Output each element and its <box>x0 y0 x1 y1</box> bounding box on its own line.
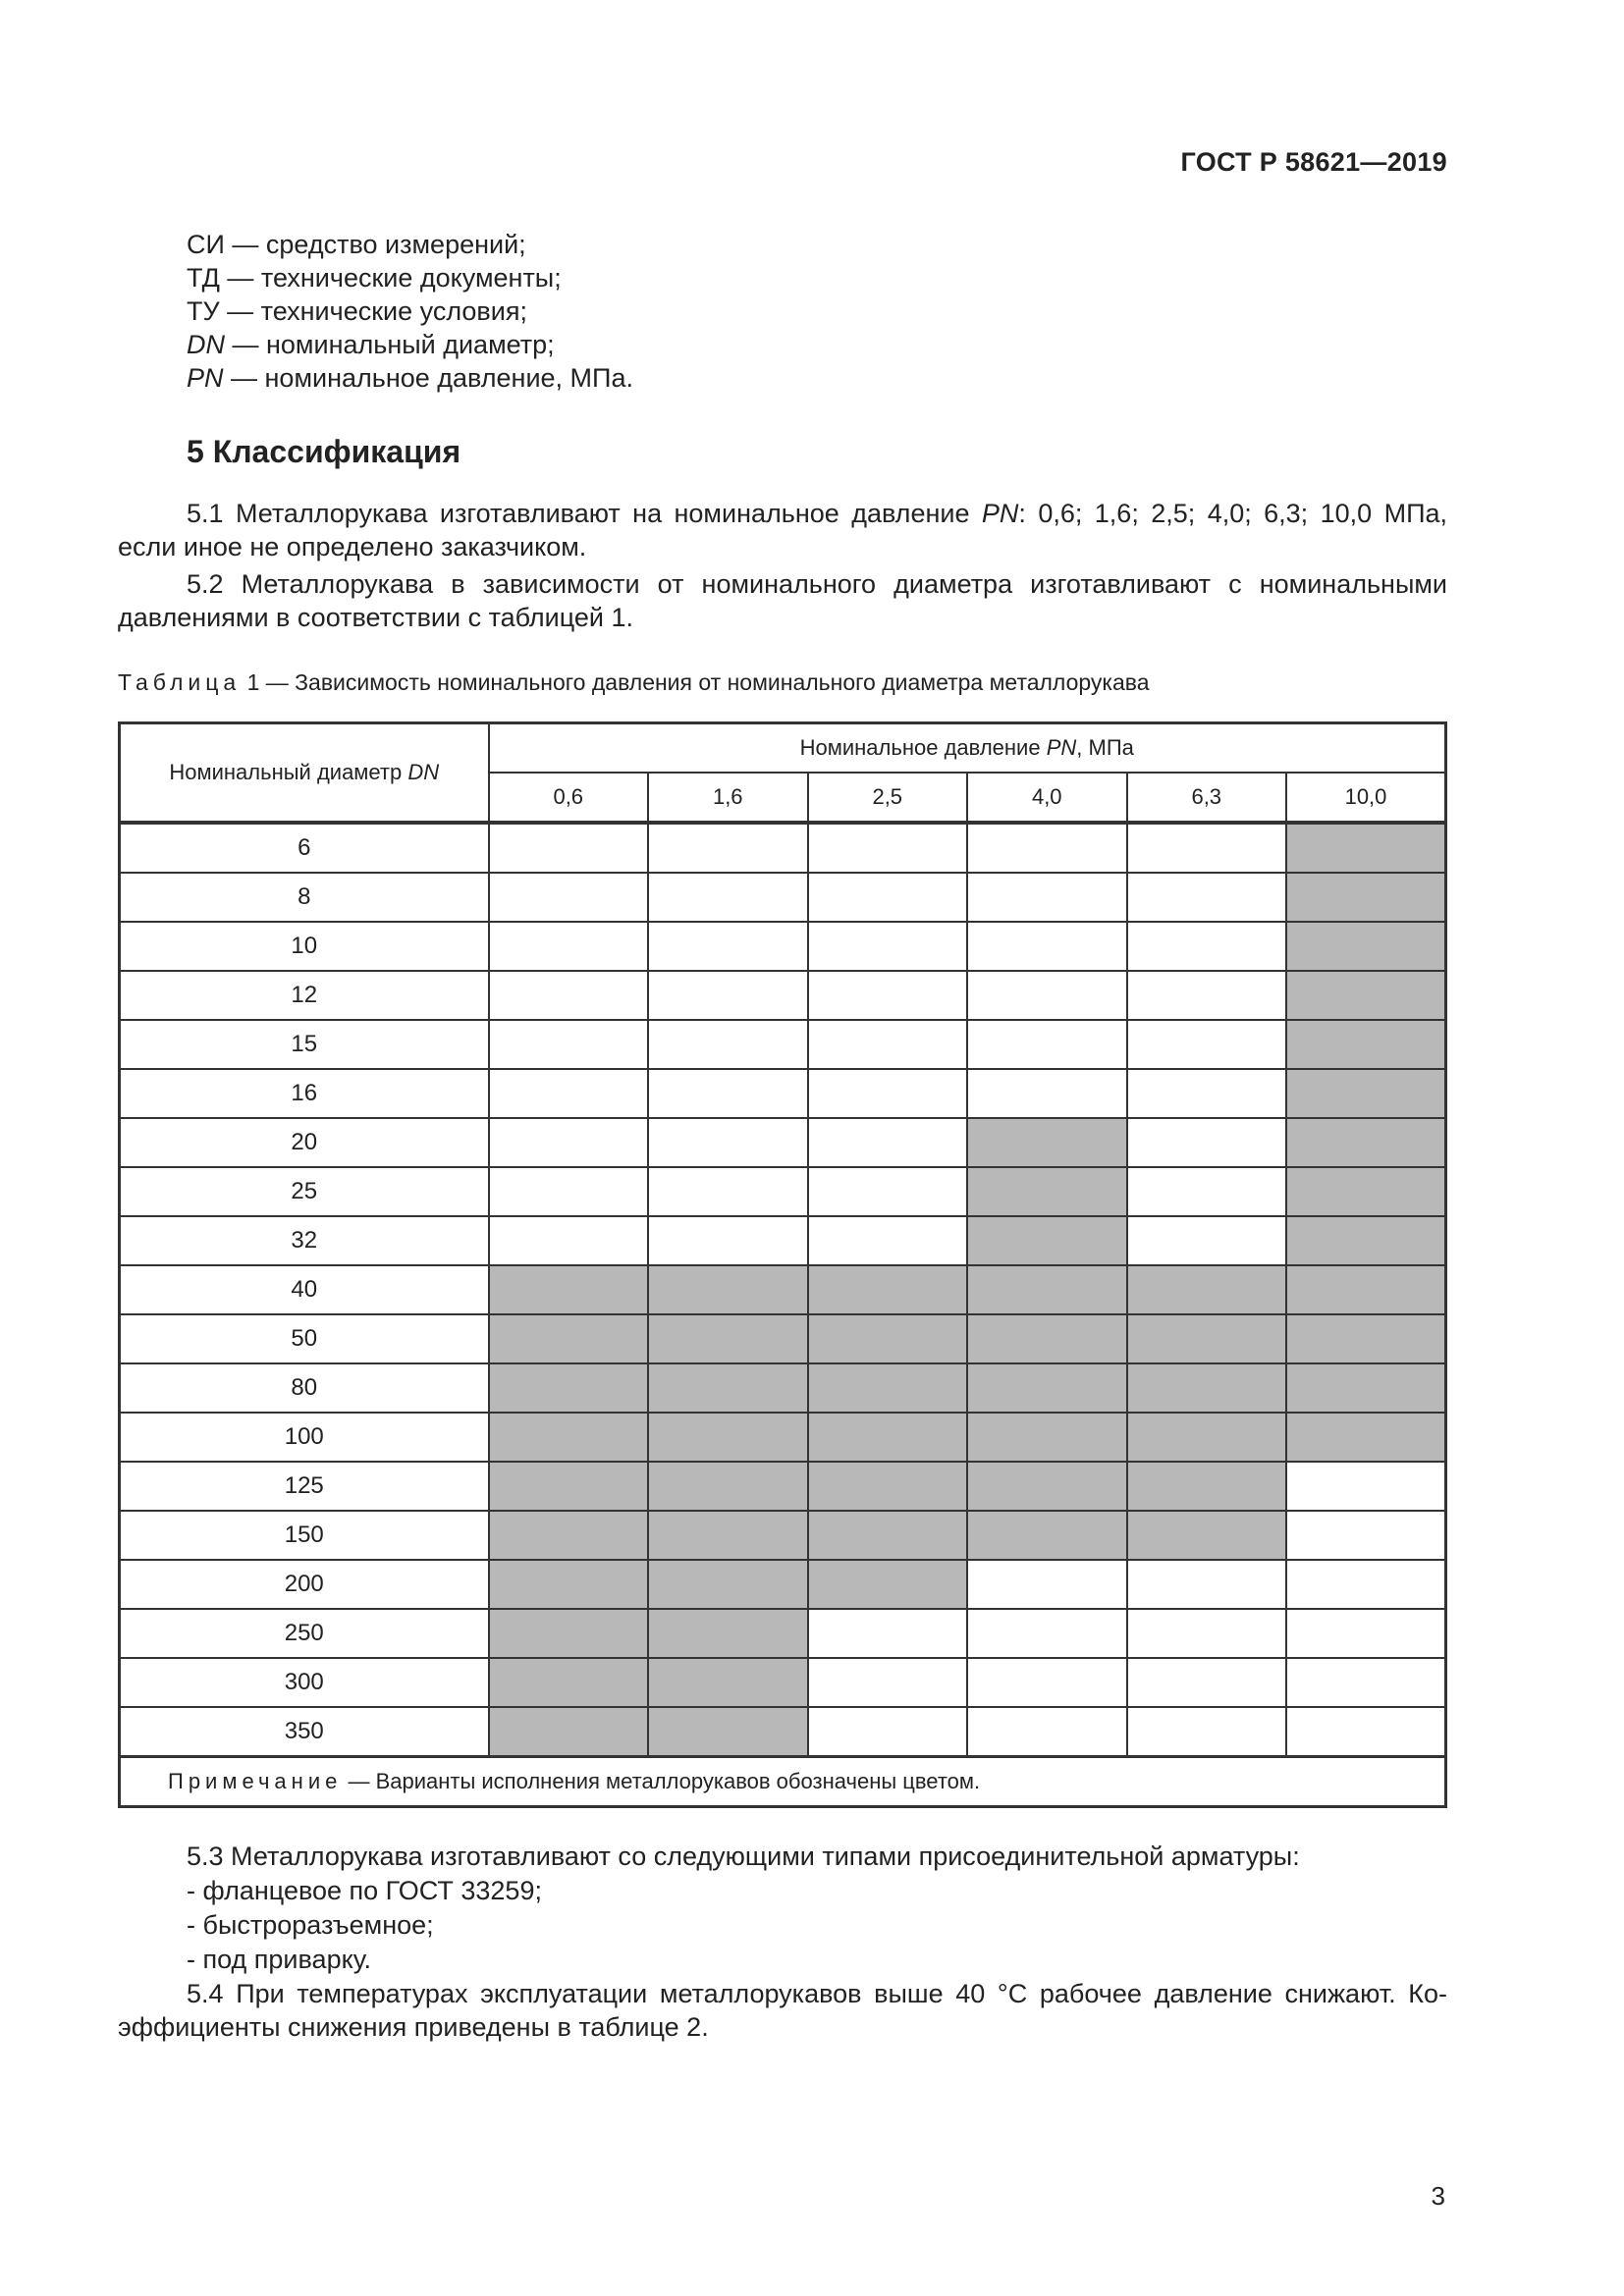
abbreviation-term: СИ <box>187 230 225 259</box>
variant-cell-filled <box>489 1511 649 1560</box>
variant-cell-filled <box>648 1707 808 1757</box>
variant-cell-filled <box>648 1658 808 1707</box>
variant-cell-empty <box>1127 1167 1287 1216</box>
variant-cell-empty <box>1127 823 1287 873</box>
abbreviation-definition: — технические условия; <box>219 296 527 326</box>
variant-cell-empty <box>1127 1658 1287 1707</box>
paragraph-line: давлениями в соответствии с таблицей 1. <box>118 603 634 632</box>
variant-cell-empty <box>808 1167 968 1216</box>
variant-cell-filled <box>648 1363 808 1413</box>
variant-cell-empty <box>967 922 1127 971</box>
variant-cell-filled <box>967 1511 1127 1560</box>
diameter-cell: 6 <box>120 823 489 873</box>
variant-cell-empty <box>808 1609 968 1658</box>
abbreviation-term: PN <box>187 363 224 393</box>
variant-cell-filled <box>489 1658 649 1707</box>
paragraph-line: если иное не определено заказчиком. <box>118 532 587 561</box>
variant-cell-filled <box>489 1609 649 1658</box>
variant-cell-filled <box>808 1363 968 1413</box>
table-caption-label: Таблица <box>118 669 242 695</box>
variant-cell-empty <box>489 971 649 1020</box>
variant-cell-filled <box>1286 1069 1446 1118</box>
variant-cell-empty <box>489 1069 649 1118</box>
diameter-cell: 40 <box>120 1265 489 1314</box>
variant-cell-empty <box>967 1658 1127 1707</box>
variant-cell-empty <box>489 873 649 922</box>
paragraph-5-2 <box>118 567 1447 634</box>
variant-cell-empty <box>648 1216 808 1265</box>
header-unit: , МПа <box>1076 735 1134 760</box>
variant-cell-empty <box>967 1560 1127 1609</box>
abbreviation-item <box>187 294 633 328</box>
table-row <box>120 1609 1446 1658</box>
abbreviation-item <box>187 261 633 294</box>
list-item: - фланцевое по ГОСТ 33259; <box>187 1876 542 1905</box>
paragraph-line <box>118 497 1447 530</box>
diameter-cell: 32 <box>120 1216 489 1265</box>
variant-cell-filled <box>967 1413 1127 1462</box>
diameter-cell: 12 <box>120 971 489 1020</box>
variant-cell-filled <box>1127 1511 1287 1560</box>
variant-cell-empty <box>489 1216 649 1265</box>
variant-cell-empty <box>808 1118 968 1167</box>
variant-cell-filled <box>489 1363 649 1413</box>
header-pressure-value: 0,6 <box>489 773 649 823</box>
variant-cell-filled <box>808 1265 968 1314</box>
variant-cell-filled <box>967 1216 1127 1265</box>
variant-cell-filled <box>489 1560 649 1609</box>
table-row <box>120 1413 1446 1462</box>
table-row <box>120 922 1446 971</box>
paragraph-line: 5.4 При температурах эксплуатации металлорукавов выше 40 °С рабочее давление снижают. Ко- <box>187 1979 1447 2008</box>
table-row <box>120 1167 1446 1216</box>
variant-cell-empty <box>967 873 1127 922</box>
list-item: - быстроразъемное; <box>187 1910 434 1940</box>
paragraph-line: 5.2 Металлорукава в зависимости от номинального диаметра изготавливают с номинальными <box>187 569 1447 599</box>
variant-cell-empty <box>967 1020 1127 1069</box>
section-title: 5 Классификация <box>187 434 461 469</box>
paragraph-text: : 0,6; 1,6; 2,5; 4,0; 6,3; 10,0 МПа, <box>1018 499 1447 528</box>
table-caption-text: 1 — Зависимость номинального давления от номинального диаметра металлорукава <box>241 669 1150 695</box>
variant-cell-filled <box>1286 1413 1446 1462</box>
variant-cell-empty <box>1286 1560 1446 1609</box>
diameter-cell: 150 <box>120 1511 489 1560</box>
abbreviation-item <box>187 361 633 395</box>
diameter-cell: 15 <box>120 1020 489 1069</box>
variant-cell-empty <box>489 1020 649 1069</box>
header-pressure-value: 4,0 <box>967 773 1127 823</box>
variant-cell-empty <box>967 1069 1127 1118</box>
variant-cell-filled <box>1286 1363 1446 1413</box>
variant-cell-filled <box>648 1413 808 1462</box>
variant-cell-empty <box>1127 1609 1287 1658</box>
variant-cell-filled <box>808 1560 968 1609</box>
variant-cell-filled <box>489 1707 649 1757</box>
diameter-cell: 250 <box>120 1609 489 1658</box>
variant-cell-filled <box>648 1560 808 1609</box>
variant-cell-empty <box>1127 1707 1287 1757</box>
variant-cell-filled <box>1286 922 1446 971</box>
abbreviation-definition: — технические документы; <box>219 263 562 293</box>
variant-cell-empty <box>648 1020 808 1069</box>
variant-cell-empty <box>1286 1609 1446 1658</box>
variant-cell-filled <box>808 1462 968 1511</box>
table-row <box>120 1511 1446 1560</box>
variant-cell-empty <box>648 1167 808 1216</box>
abbreviation-definition: — средство измерений; <box>224 230 526 259</box>
header-nominal-pressure <box>489 723 1446 774</box>
variant-cell-filled <box>967 1265 1127 1314</box>
diameter-cell: 50 <box>120 1314 489 1363</box>
variant-cell-empty <box>967 971 1127 1020</box>
table-row <box>120 1020 1446 1069</box>
header-pressure-value: 2,5 <box>808 773 968 823</box>
table-note-text: — Варианты исполнения металлорукавов обозначены цветом. <box>342 1769 981 1793</box>
variant-cell-filled <box>1286 1118 1446 1167</box>
variant-cell-filled <box>1127 1314 1287 1363</box>
variant-cell-filled <box>648 1462 808 1511</box>
list-item: - под приварку. <box>187 1945 371 1974</box>
table-row <box>120 1265 1446 1314</box>
variant-cell-filled <box>967 1118 1127 1167</box>
variant-cell-empty <box>808 1069 968 1118</box>
table-note <box>120 1757 1446 1807</box>
variant-cell-filled <box>967 1314 1127 1363</box>
header-text: Номинальное давление <box>799 735 1047 760</box>
table-row <box>120 1462 1446 1511</box>
diameter-cell: 8 <box>120 873 489 922</box>
variant-cell-filled <box>1286 873 1446 922</box>
variant-cell-empty <box>1127 1216 1287 1265</box>
variant-cell-empty <box>1127 922 1287 971</box>
variant-cell-empty <box>808 1216 968 1265</box>
diameter-cell: 100 <box>120 1413 489 1462</box>
paragraph-5-3 <box>187 1840 1300 1977</box>
header-pressure-value: 1,6 <box>648 773 808 823</box>
paragraph-text: 5.1 Металлорукава изготавливают на номинальное давление <box>187 499 982 528</box>
paragraph-5-4 <box>118 1977 1447 2044</box>
diameter-cell: 80 <box>120 1363 489 1413</box>
variant-cell-empty <box>1127 873 1287 922</box>
variant-cell-empty <box>648 971 808 1020</box>
variant-cell-filled <box>648 1265 808 1314</box>
variant-cell-empty <box>648 1118 808 1167</box>
variant-cell-empty <box>489 922 649 971</box>
variant-cell-empty <box>808 873 968 922</box>
variant-cell-filled <box>1127 1265 1287 1314</box>
pressure-diameter-table <box>118 721 1447 1808</box>
pn-symbol: PN <box>1046 735 1077 760</box>
table-row <box>120 1363 1446 1413</box>
variant-cell-empty <box>1127 971 1287 1020</box>
diameter-cell: 125 <box>120 1462 489 1511</box>
abbreviation-definition: — номинальный диаметр; <box>225 330 555 359</box>
variant-cell-filled <box>489 1462 649 1511</box>
header-text: Номинальный диаметр <box>169 760 408 784</box>
variant-cell-empty <box>1127 1560 1287 1609</box>
variant-cell-filled <box>808 1314 968 1363</box>
variant-cell-filled <box>489 1314 649 1363</box>
table-row <box>120 971 1446 1020</box>
pn-symbol: PN <box>981 499 1019 528</box>
variant-cell-empty <box>648 922 808 971</box>
variant-cell-empty <box>808 1020 968 1069</box>
dn-symbol: DN <box>407 760 440 784</box>
variant-cell-empty <box>648 1069 808 1118</box>
page-number: 3 <box>1431 2181 1445 2211</box>
paragraph-line: эффициенты снижения приведены в таблице 2. <box>118 2012 709 2042</box>
variant-cell-filled <box>1286 971 1446 1020</box>
abbreviation-list <box>187 228 633 395</box>
header-pressure-value: 6,3 <box>1127 773 1287 823</box>
header-nominal-diameter <box>120 723 489 824</box>
table-row <box>120 1314 1446 1363</box>
table-caption <box>118 669 1150 696</box>
table-row <box>120 873 1446 922</box>
variant-cell-empty <box>808 823 968 873</box>
variant-cell-empty <box>1286 1707 1446 1757</box>
variant-cell-empty <box>489 823 649 873</box>
diameter-cell: 200 <box>120 1560 489 1609</box>
variant-cell-empty <box>1127 1118 1287 1167</box>
table-row <box>120 1069 1446 1118</box>
variant-cell-filled <box>808 1413 968 1462</box>
abbreviation-term: DN <box>187 330 225 359</box>
variant-cell-empty <box>808 922 968 971</box>
abbreviation-term: ТД <box>187 263 220 293</box>
diameter-cell: 300 <box>120 1658 489 1707</box>
diameter-cell: 25 <box>120 1167 489 1216</box>
table-row <box>120 1707 1446 1757</box>
variant-cell-empty <box>489 1118 649 1167</box>
variant-cell-filled <box>648 1609 808 1658</box>
variant-cell-filled <box>967 1462 1127 1511</box>
table-row <box>120 1658 1446 1707</box>
variant-cell-empty <box>648 823 808 873</box>
table-row <box>120 823 1446 873</box>
variant-cell-filled <box>808 1511 968 1560</box>
diameter-cell: 20 <box>120 1118 489 1167</box>
variant-cell-filled <box>1286 823 1446 873</box>
variant-cell-empty <box>1286 1511 1446 1560</box>
variant-cell-filled <box>967 1363 1127 1413</box>
variant-cell-filled <box>1286 1265 1446 1314</box>
abbreviation-definition: — номинальное давление, МПа. <box>223 363 633 393</box>
variant-cell-filled <box>648 1511 808 1560</box>
table-note-label: Примечание <box>168 1769 343 1793</box>
variant-cell-empty <box>808 1707 968 1757</box>
variant-cell-empty <box>1286 1658 1446 1707</box>
variant-cell-empty <box>1127 1069 1287 1118</box>
variant-cell-filled <box>1286 1314 1446 1363</box>
table-row <box>120 1118 1446 1167</box>
abbreviation-item <box>187 328 633 361</box>
variant-cell-filled <box>1286 1167 1446 1216</box>
variant-cell-filled <box>489 1265 649 1314</box>
variant-cell-empty <box>967 1707 1127 1757</box>
abbreviation-term: ТУ <box>187 296 220 326</box>
table-row <box>120 1560 1446 1609</box>
document-header-id: ГОСТ Р 58621—2019 <box>1180 147 1447 177</box>
variant-cell-empty <box>1127 1020 1287 1069</box>
variant-cell-empty <box>967 1609 1127 1658</box>
variant-cell-filled <box>1127 1363 1287 1413</box>
paragraph-5-1 <box>118 497 1447 563</box>
abbreviation-item <box>187 228 633 261</box>
variant-cell-filled <box>1127 1413 1287 1462</box>
variant-cell-filled <box>1286 1216 1446 1265</box>
header-pressure-value: 10,0 <box>1286 773 1446 823</box>
paragraph-line: 5.3 Металлорукава изготавливают со следующими типами присоединительной арматуры: <box>187 1842 1300 1871</box>
variant-cell-filled <box>489 1413 649 1462</box>
variant-cell-empty <box>648 873 808 922</box>
variant-cell-empty <box>808 1658 968 1707</box>
variant-cell-empty <box>808 971 968 1020</box>
variant-cell-filled <box>1127 1462 1287 1511</box>
diameter-cell: 10 <box>120 922 489 971</box>
table-row <box>120 1216 1446 1265</box>
variant-cell-empty <box>489 1167 649 1216</box>
variant-cell-filled <box>967 1167 1127 1216</box>
variant-cell-empty <box>1286 1462 1446 1511</box>
variant-cell-filled <box>648 1314 808 1363</box>
variant-cell-filled <box>1286 1020 1446 1069</box>
diameter-cell: 350 <box>120 1707 489 1757</box>
diameter-cell: 16 <box>120 1069 489 1118</box>
variant-cell-empty <box>967 823 1127 873</box>
